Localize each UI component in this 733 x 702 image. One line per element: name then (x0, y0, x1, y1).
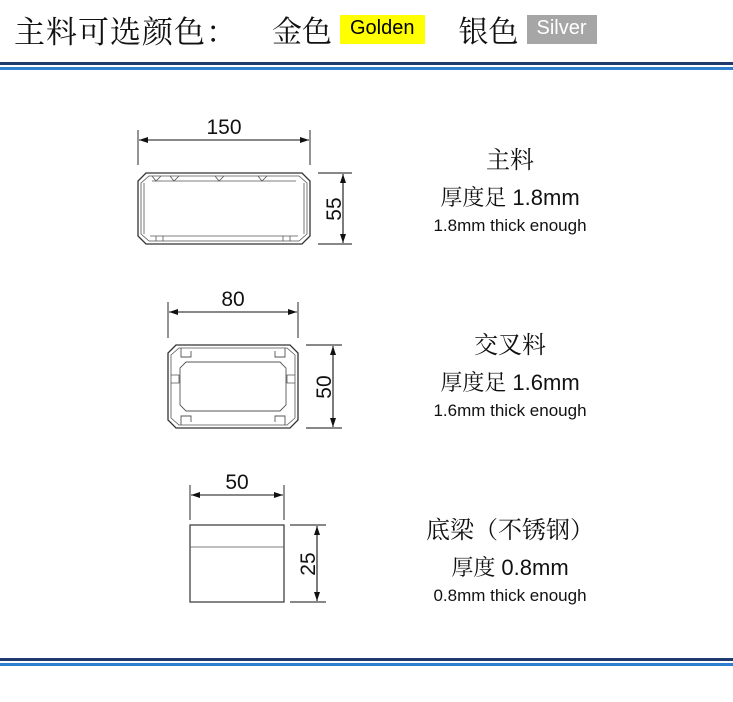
drawing-stage (0, 70, 733, 655)
part-3-thickness-cn: 厚度 0.8mm (451, 555, 569, 580)
color-label-golden-cn: 金色 (272, 16, 332, 49)
part-1-height-label: 55 (323, 197, 346, 221)
divider-top (0, 62, 733, 70)
part-3-height-label: 25 (297, 552, 320, 576)
part-1-thickness-cn: 厚度足 1.8mm (440, 185, 580, 210)
part-1-name: 主料 (486, 147, 534, 174)
part-3-width-label: 50 (225, 471, 249, 494)
part-2-profile-drawing (168, 288, 342, 428)
divider-bottom-blue-bar (0, 663, 733, 666)
page-title: 主料可选颜色： (14, 14, 238, 50)
part-2-height-label: 50 (313, 375, 336, 399)
part-2-name: 交叉料 (474, 332, 546, 359)
color-chip-golden: Golden (340, 15, 425, 44)
part-2-thickness-cn: 厚度足 1.6mm (440, 370, 580, 395)
part-1-thickness-en: 1.8mm thick enough (433, 216, 587, 235)
part-3-text-block (360, 510, 660, 606)
color-option-golden (272, 7, 425, 51)
part-1-width-label: 150 (206, 116, 242, 139)
part-1-text-block (360, 140, 660, 236)
color-label-silver-cn: 银色 (458, 16, 519, 49)
color-option-silver (459, 7, 597, 51)
part-2-thickness-en: 1.6mm thick enough (433, 401, 587, 420)
part-1-profile-drawing (138, 116, 352, 244)
header (0, 0, 733, 58)
part-3-profile-drawing (190, 471, 326, 602)
part-2-width-label: 80 (221, 288, 245, 311)
divider-bottom (0, 658, 733, 666)
part-2-text-block (360, 325, 660, 421)
color-chip-silver: Silver (527, 15, 597, 44)
part-3-name: 底梁（不锈钢） (426, 517, 594, 544)
part-3-thickness-en: 0.8mm thick enough (433, 586, 587, 605)
